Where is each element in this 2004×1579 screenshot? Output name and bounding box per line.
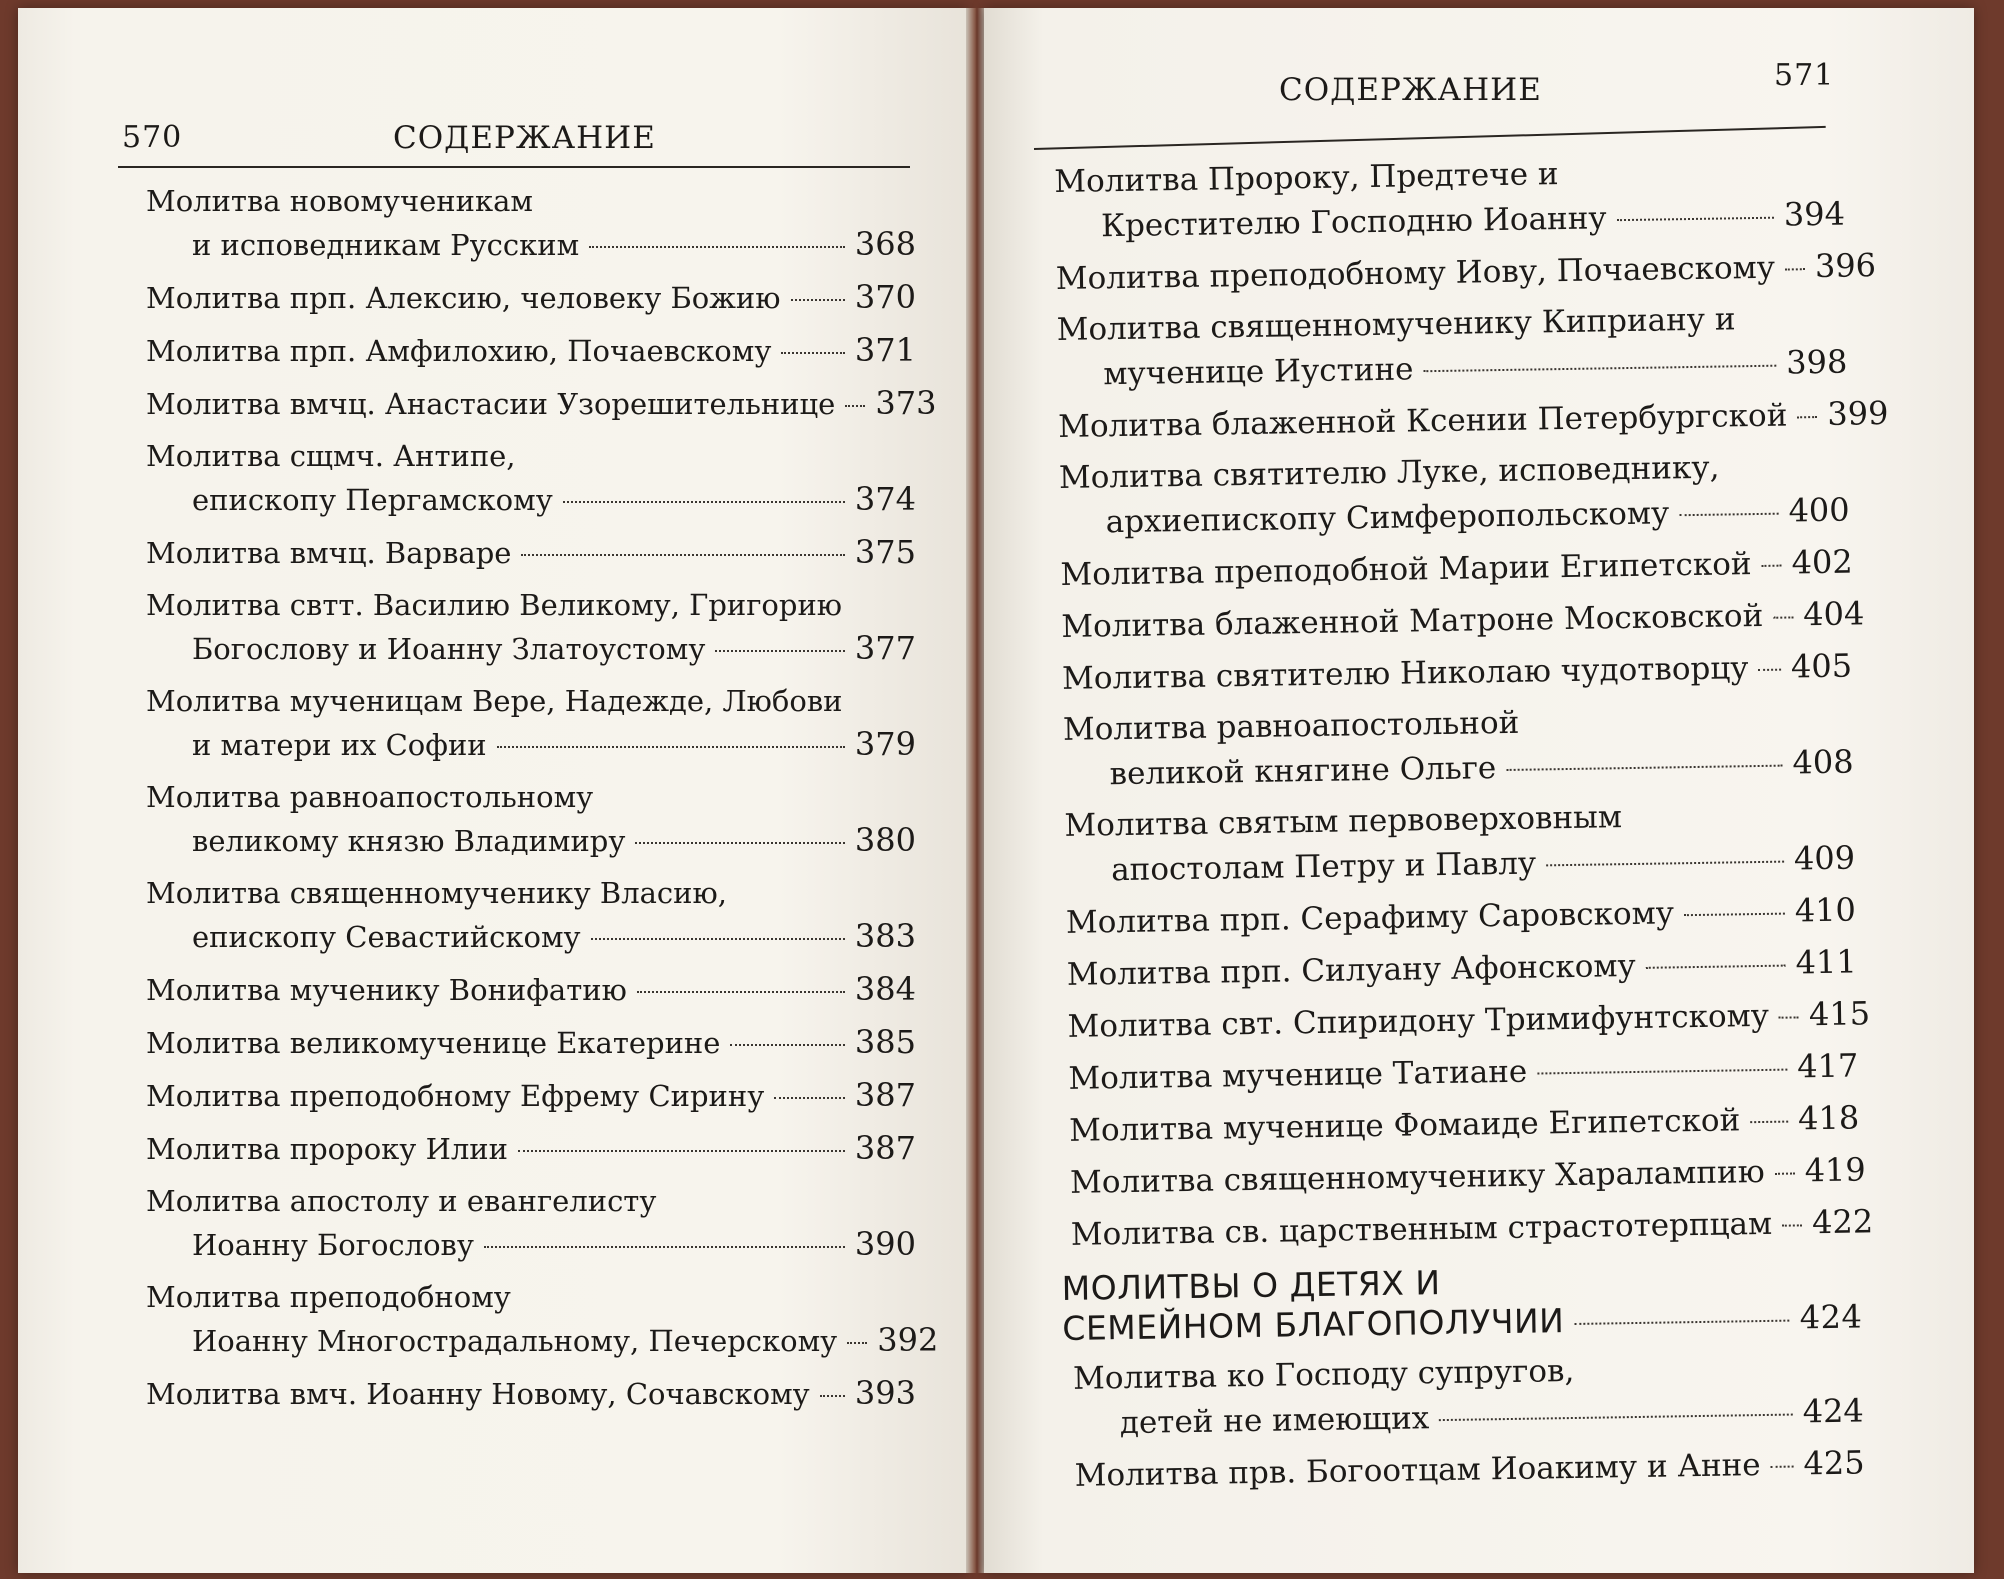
book-spine [966,8,986,1573]
toc-entry-title: Молитва прп. Силуану Афонскому [1066,947,1636,993]
toc-page-number: 425 [1803,1443,1865,1483]
dot-leader [637,991,845,993]
toc-page-number: 387 [854,1129,916,1167]
toc-entry-last-line [1068,1043,1859,1100]
toc-entry [146,1127,916,1171]
toc-entry-last-line [146,627,916,671]
toc-entry [146,435,916,522]
toc-entry-last-line [146,531,916,575]
dot-leader [847,1342,867,1344]
dot-leader [635,842,845,844]
toc-entry-last-line [1069,1095,1860,1152]
right-page [984,8,1974,1573]
toc-entry-title: Крестителю Господню Иоанну [1100,200,1607,245]
toc-page-number: 408 [1792,742,1854,782]
toc-entry-title: Молитва свт. Спиридону Тримифунтскому [1067,997,1770,1045]
dot-leader [1773,616,1793,618]
toc-entry-title-line: Молитва равноапостольному [146,780,594,814]
dot-leader [518,1150,845,1152]
toc-entry-title: Богослову и Иоанну Златоустому [192,632,706,666]
toc-entry-last-line [1066,939,1857,996]
toc-entry-title-line: Молитва сщмч. Антипе, [146,439,516,473]
toc-page-number: 375 [854,533,916,571]
header-rule [118,166,910,168]
toc-entry-last-line [146,968,916,1012]
toc-entry-last-line [1074,1440,1865,1497]
toc-entry-title-line: Молитва новомученикам [146,184,533,218]
dot-leader [1771,1466,1794,1468]
toc-page-number: 373 [875,384,937,422]
toc-entry [146,584,916,671]
toc-entry-last-line [1061,592,1865,649]
toc-entry-title-line: Молитва святым первоверховным [1064,799,1623,844]
dot-leader [1782,1224,1802,1226]
toc-entry-title: Иоанну Богослову [192,1228,474,1262]
toc-entry [146,776,916,863]
toc-entry-title: Молитва святителю Николаю чудотворцу [1061,650,1749,697]
toc-page-number: 385 [854,1023,916,1061]
toc-page-number: 383 [854,917,916,955]
toc-entry [1074,1440,1865,1497]
toc-page-number: 374 [854,480,916,518]
toc-entry-title: Молитва вмчц. Анастасии Узорешительнице [146,387,836,421]
toc-page-number: 419 [1804,1150,1867,1190]
toc-entry-title: и исповедникам Русским [192,228,580,262]
right-running-title: СОДЕРЖАНИЕ [1279,72,1542,108]
dot-leader [820,1395,845,1397]
dot-leader [1679,513,1778,517]
toc-entry [1066,939,1857,996]
toc-entry-title: епископу Севастийскому [192,920,581,954]
dot-leader [1537,1069,1787,1075]
toc-entry-last-line [146,1372,916,1416]
dot-leader [1797,416,1817,418]
toc-page-number: 422 [1811,1202,1874,1242]
toc-entry-title: и матери их Софии [192,728,487,762]
toc-entry-title-line: Молитва Пророку, Предтече и [1054,156,1559,200]
toc-entry [1061,592,1865,649]
dot-leader [1546,861,1784,867]
toc-entry-title: Молитва преподобному Иову, Почаевскому [1055,249,1776,297]
toc-entry-last-line [1066,887,1857,944]
toc-entry-last-line [146,1223,916,1267]
toc-entry-title: Молитва мученице Татиане [1068,1053,1528,1097]
toc-entry-last-line [146,915,916,959]
toc-entry-title-line: Молитва святителю Луке, исповеднику, [1058,449,1720,496]
toc-entry-title: мученице Иустине [1103,351,1414,393]
toc-entry-last-line [146,1074,916,1118]
toc-entry [146,276,916,320]
toc-entry-last-line [1070,1199,1874,1256]
toc-entry-title: Молитва вмчц. Варваре [146,536,512,570]
toc-entry [146,1021,916,1065]
dot-leader [563,501,845,503]
toc-entry [1069,1147,1867,1204]
toc-entry [1067,991,1871,1048]
toc-page-number: 405 [1790,646,1853,686]
toc-page-number: 370 [854,278,916,316]
toc-entry-title: детей не имеющих [1119,1400,1430,1442]
toc-entry [146,680,916,767]
toc-entry-last-line [146,1127,916,1171]
toc-page-number: 424 [1802,1391,1865,1431]
toc-entry-title-line: Молитва священномученику Киприану и [1056,301,1736,348]
dot-leader [1759,669,1782,671]
dot-leader [1646,965,1786,969]
toc-entry [146,531,916,575]
toc-page-number: 396 [1814,246,1877,286]
left-running-title: СОДЕРЖАНИЕ [393,120,656,156]
dot-leader [715,650,845,652]
dot-leader [589,246,845,248]
toc-entry [146,1276,939,1363]
toc-page-number: 402 [1791,542,1853,582]
right-page-number: 571 [1774,58,1835,93]
toc-entry-title-line: Молитва равноапостольной [1062,704,1520,748]
toc-entry-title-line: Молитва ко Господу супругов, [1072,1352,1575,1397]
dot-leader [1785,268,1805,270]
dot-leader [484,1246,845,1248]
toc-entry [1059,444,1850,545]
toc-entry-title-line: Молитва апостолу и евангелисту [146,1184,657,1218]
toc-entry-title: епископу Пергамскому [192,483,553,517]
dot-leader [497,746,845,748]
toc-entry [146,1180,916,1267]
toc-entry-title: Молитва великомученице Екатерине [146,1026,721,1060]
toc-entry-title: Молитва преподобной Марии Египетской [1060,546,1752,593]
right-toc-list [1054,148,1889,1505]
open-book [18,8,1980,1573]
toc-entry-title: Молитва мученице Фомаиде Египетской [1068,1102,1741,1149]
toc-entry [146,968,916,1012]
dot-leader [1762,565,1782,567]
dot-leader [730,1044,845,1046]
toc-entry [1056,296,1847,397]
toc-page-number: 404 [1802,594,1865,634]
toc-page-number: 393 [854,1374,916,1412]
dot-leader [1439,1414,1793,1422]
dot-leader [781,352,845,354]
toc-page-number: 418 [1797,1098,1860,1138]
toc-entry [146,1074,916,1118]
toc-entry [1060,540,1851,597]
toc-page-number: 400 [1788,490,1850,530]
toc-entry-title: Молитва блаженной Ксении Петербургской [1057,397,1788,445]
toc-page-number: 368 [854,225,916,263]
dot-leader [521,554,844,556]
dot-leader [1775,1172,1795,1174]
toc-page-number: 390 [854,1225,916,1263]
toc-entry-last-line [146,329,916,373]
dot-leader [1750,1121,1788,1124]
toc-entry-last-line [146,276,916,320]
toc-entry-last-line [146,1021,916,1065]
toc-entry-last-line [1067,991,1871,1048]
toc-entry-title: Молитва пророку Илии [146,1132,508,1166]
toc-entry-title-line: Молитва мученицам Вере, Надежде, Любови [146,684,843,718]
toc-entry [1055,244,1877,301]
left-page-number: 570 [122,120,183,155]
toc-entry-last-line [146,223,916,267]
toc-entry-last-line [1055,244,1877,301]
toc-entry-last-line [146,819,916,863]
toc-entry [146,329,916,373]
toc-page-number: 379 [854,725,916,763]
dot-leader [1617,217,1774,221]
toc-entry-last-line [146,723,916,767]
dot-leader [1423,365,1776,373]
toc-page-number: 387 [854,1076,916,1114]
toc-entry [146,1372,916,1416]
toc-entry-title-line: Молитва свтт. Василию Великому, Григорию [146,588,843,622]
toc-entry-last-line [146,382,937,426]
toc-entry [1070,1199,1874,1256]
dot-leader [774,1097,845,1099]
dot-leader [845,405,865,407]
left-toc-list [146,180,939,1425]
toc-entry-title: великой княгине Ольге [1109,750,1497,793]
toc-page-number: 399 [1827,393,1889,433]
toc-entry-title: архиепископу Симферопольскому [1105,495,1670,541]
toc-entry [146,382,937,426]
dot-leader [791,299,845,301]
toc-entry [1068,1043,1859,1100]
toc-page-number: 380 [854,821,916,859]
dot-leader [1779,1016,1799,1018]
toc-entry-last-line [146,478,916,522]
toc-page-number: 377 [854,629,916,667]
toc-page-number: 371 [854,331,916,369]
toc-entry-title: Молитва св. царственным страстотерпцам [1070,1205,1773,1253]
toc-entry-title-line: МОЛИТВЫ О ДЕТЯХ И [1061,1263,1441,1309]
toc-page-number: 417 [1796,1046,1859,1086]
header-rule [1034,126,1826,150]
dot-leader [1506,765,1782,771]
toc-page-number: 384 [854,970,916,1008]
toc-entry-title: Молитва преподобному Ефрему Сирину [146,1079,765,1113]
toc-page-number: 398 [1785,342,1848,382]
toc-entry-title: великому князю Владимиру [192,824,626,858]
toc-entry [1057,392,1889,449]
toc-page-number: 424 [1799,1297,1863,1337]
toc-page-number: 392 [877,1321,939,1359]
toc-entry [1062,644,1853,701]
toc-section-heading [1061,1256,1862,1349]
toc-entry-last-line [1060,540,1851,597]
toc-page-number: 394 [1783,194,1846,234]
toc-entry-last-line [1069,1147,1867,1204]
toc-entry [1064,792,1855,893]
toc-entry-title: Молитва священномученику Харалампию [1069,1153,1765,1201]
toc-entry-last-line [1057,392,1889,449]
toc-entry-title: Молитва прв. Богоотцам Иоакиму и Анне [1074,1447,1761,1494]
toc-entry-title: Молитва мученику Вонифатию [146,973,627,1007]
toc-entry-last-line [146,1319,939,1363]
toc-entry-title: Молитва блаженной Матроне Московской [1061,597,1764,645]
toc-entry [1073,1344,1864,1445]
toc-entry [1069,1095,1860,1152]
toc-entry [146,872,916,959]
toc-entry [146,180,916,267]
left-page [18,8,968,1573]
toc-entry [1063,696,1854,797]
toc-entry-title-line: Молитва преподобному [146,1280,511,1314]
toc-entry-title: апостолам Петру и Павлу [1110,845,1537,889]
toc-page-number: 410 [1794,890,1857,930]
toc-page-number: 411 [1795,942,1857,982]
toc-page-number: 415 [1808,994,1871,1034]
toc-entry-title: Молитва прп. Алексию, человеку Божию [146,281,781,315]
toc-entry [1054,148,1845,249]
toc-entry-title: Молитва прп. Серафиму Саровскому [1065,895,1675,941]
dot-leader [1574,1320,1789,1325]
toc-entry-title: СЕМЕЙНОМ БЛАГОПОЛУЧИИ [1062,1301,1565,1349]
toc-entry-last-line [1062,644,1853,701]
toc-entry-title-line: Молитва священномученику Власию, [146,876,727,910]
dot-leader [591,938,845,940]
toc-page-number: 409 [1793,838,1856,878]
toc-entry [1066,887,1857,944]
toc-entry-title: Молитва прп. Амфилохию, Почаевскому [146,334,772,368]
toc-entry-title: Иоанну Многострадальному, Печерскому [192,1324,838,1358]
dot-leader [1684,913,1785,917]
toc-entry-title: Молитва вмч. Иоанну Новому, Сочавскому [146,1377,810,1411]
